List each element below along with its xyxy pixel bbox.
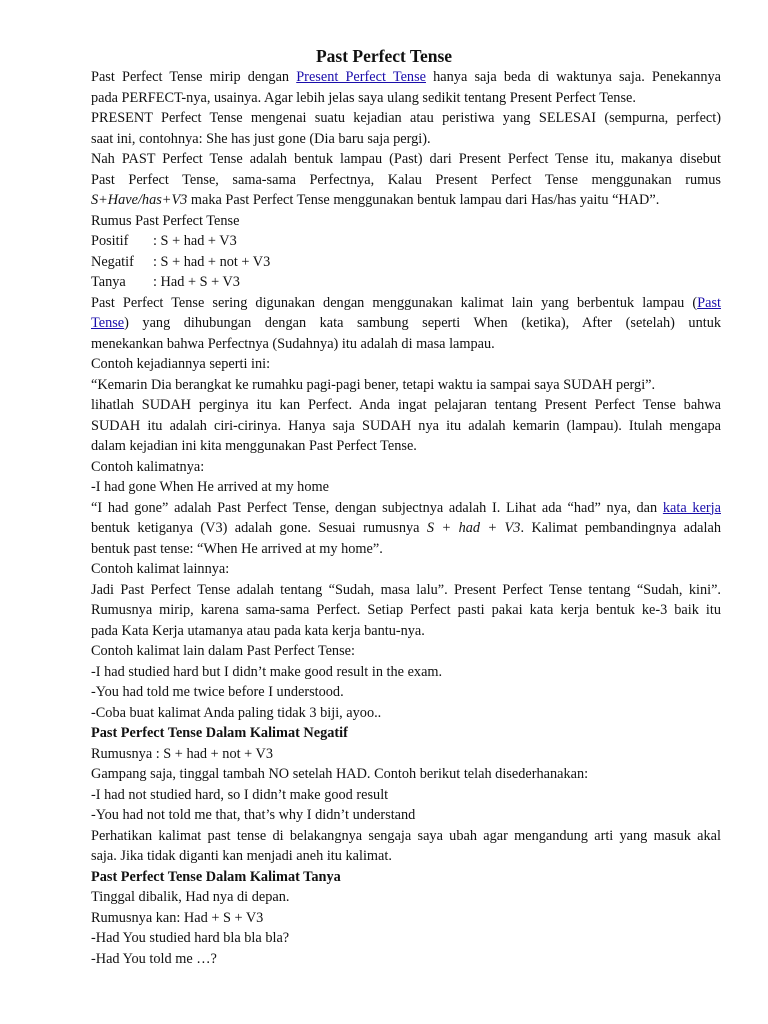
paragraph-line: Gampang saja, tinggal tambah NO setelah HAD. Contoh berikut telah disederhanakan: — [91, 766, 589, 782]
paragraph-line — [91, 518, 721, 539]
paragraph-line: Nah PAST Perfect Tense adalah bentuk lampau (Past) dari Present Perfect Tense itu, makanya disebut — [91, 151, 721, 167]
rumus-formula: : S + had + not + V3 — [153, 253, 271, 270]
text-fragment: . Kalimat pembandingnya adalah — [520, 520, 721, 536]
example-intro: Contoh kalimat lain dalam Past Perfect Tense: — [91, 643, 355, 659]
text-fragment: hanya saja beda di waktunya saja. Penekannya — [426, 69, 721, 85]
page-title: Past Perfect Tense — [315, 46, 453, 66]
example-sentence: -I had studied hard but I didn’t make good result in the exam. — [91, 663, 443, 680]
paragraph-line — [91, 67, 721, 88]
formula-text: S + had + V3 — [426, 520, 521, 536]
example-sentence: -You had told me twice before I understood. — [91, 684, 344, 700]
paragraph-line: SUDAH itu adalah ciri-cirinya. Hanya saja SUDAH nya itu adalah kemarin (lampau). Itulah mengapa — [91, 417, 721, 434]
example-sentence: -I had gone When He arrived at my home — [91, 479, 329, 495]
paragraph-line: saja. Jika tidak diganti kan menjadi aneh itu kalimat. — [91, 848, 392, 864]
paragraph-line: lihatlah SUDAH perginya itu kan Perfect. Anda ingat pelajaran tentang Present Perfect Tense bahwa — [91, 397, 721, 413]
rumus-line: Rumusnya kan: Had + S + V3 — [91, 909, 264, 926]
formula-text: S+Have/has+V3 — [91, 192, 188, 208]
example-intro: Contoh kejadiannya seperti ini: — [91, 356, 271, 372]
link-past-tense[interactable]: Tense — [91, 315, 125, 331]
link-kata-kerja[interactable]: kata kerja — [662, 499, 721, 516]
example-intro: Contoh kalimat lainnya: — [91, 561, 230, 577]
document-body — [91, 67, 721, 969]
example-sentence: -Had You told me …? — [91, 950, 217, 967]
paragraph-line: menekankan bahwa Perfectnya (Sudahnya) itu adalah di masa lampau. — [91, 335, 495, 352]
rumus-formula: : S + had + V3 — [153, 233, 237, 249]
paragraph-line: pada Kata Kerja utamanya atau pada kata kerja bantu-nya. — [91, 622, 425, 639]
link-present-perfect-tense[interactable]: Present Perfect Tense — [296, 69, 426, 85]
paragraph-line: dalam kejadian ini kita menggunakan Past Perfect Tense. — [91, 438, 417, 454]
rumus-heading: Rumus Past Perfect Tense — [91, 212, 240, 229]
paragraph-line: Rumusnya mirip, karena sama-sama Perfect. Setiap Perfect pasti pakai kata kerja bentuk ke-3 baik itu — [91, 602, 721, 618]
paragraph-line: pada PERFECT-nya, usainya. Agar lebih jelas saya ulang sedikit tentang Present Perfect Tense. — [91, 89, 636, 106]
link-past-tense[interactable]: Past — [697, 294, 721, 311]
text-fragment: bentuk ketiganya (V3) adalah gone. Sesuai rumusnya — [91, 520, 427, 536]
text-fragment: Past Perfect Tense mirip dengan — [91, 69, 297, 85]
text-fragment: Past Perfect Tense sering digunakan dengan menggunakan kalimat lain yang berbentuk lampau ( — [91, 294, 698, 311]
example-sentence: -You had not told me that, that’s why I didn’t understand — [91, 807, 416, 823]
paragraph-line — [91, 498, 721, 519]
quote-line: “Kemarin Dia berangkat ke rumahku pagi-pagi bener, tetapi waktu ia sampai saya SUDAH pergi”. — [91, 376, 656, 393]
rumus-negatif — [91, 252, 721, 273]
rumus-label: Tanya — [91, 274, 126, 290]
example-sentence: -Had You studied hard bla bla bla? — [91, 930, 290, 946]
paragraph-line: bentuk past tense: “When He arrived at my home”. — [91, 540, 383, 557]
paragraph-line: Perhatikan kalimat past tense di belakangnya sengaja saya ubah agar mengandung arti yang masuk akal — [91, 827, 721, 844]
example-intro: Contoh kalimatnya: — [91, 458, 205, 475]
paragraph-line: saat ini, contohnya: She has just gone (Dia baru saja pergi). — [91, 130, 431, 147]
paragraph-line — [91, 293, 721, 314]
text-fragment: ) yang dihubungan dengan kata sambung seperti When (ketika), After (setelah) untuk — [124, 315, 721, 331]
rumus-tanya — [91, 272, 721, 293]
rumus-label: Positif — [91, 233, 129, 249]
paragraph-line: Tinggal dibalik, Had nya di depan. — [91, 889, 290, 905]
rumus-formula: : Had + S + V3 — [153, 274, 240, 290]
paragraph-line: PRESENT Perfect Tense mengenai suatu kejadian atau peristiwa yang SELESAI (sempurna, perfect) — [91, 110, 721, 126]
section-heading-negatif: Past Perfect Tense Dalam Kalimat Negatif — [91, 725, 348, 741]
rumus-line: Rumusnya : S + had + not + V3 — [91, 745, 273, 762]
paragraph-line — [91, 190, 721, 211]
example-sentence: -I had not studied hard, so I didn’t make good result — [91, 786, 389, 803]
text-fragment: “I had gone” adalah Past Perfect Tense, dengan subjectnya adalah I. Lihat ada “had” nya, dan — [91, 499, 663, 516]
rumus-label: Negatif — [91, 253, 134, 270]
section-heading-tanya: Past Perfect Tense Dalam Kalimat Tanya — [91, 868, 341, 885]
paragraph-line — [91, 313, 721, 334]
example-sentence: -Coba buat kalimat Anda paling tidak 3 biji, ayoo.. — [91, 704, 382, 721]
rumus-positif — [91, 231, 721, 252]
paragraph-line: Jadi Past Perfect Tense adalah tentang “Sudah, masa lalu”. Present Perfect Tense tentang “Sudah, kini”. — [91, 581, 721, 598]
paragraph-line: Past Perfect Tense, sama-sama Perfectnya, Kalau Present Perfect Tense menggunakan rumus — [91, 171, 721, 188]
text-fragment: maka Past Perfect Tense menggunakan bentuk lampau dari Has/has yaitu “HAD”. — [187, 192, 660, 208]
